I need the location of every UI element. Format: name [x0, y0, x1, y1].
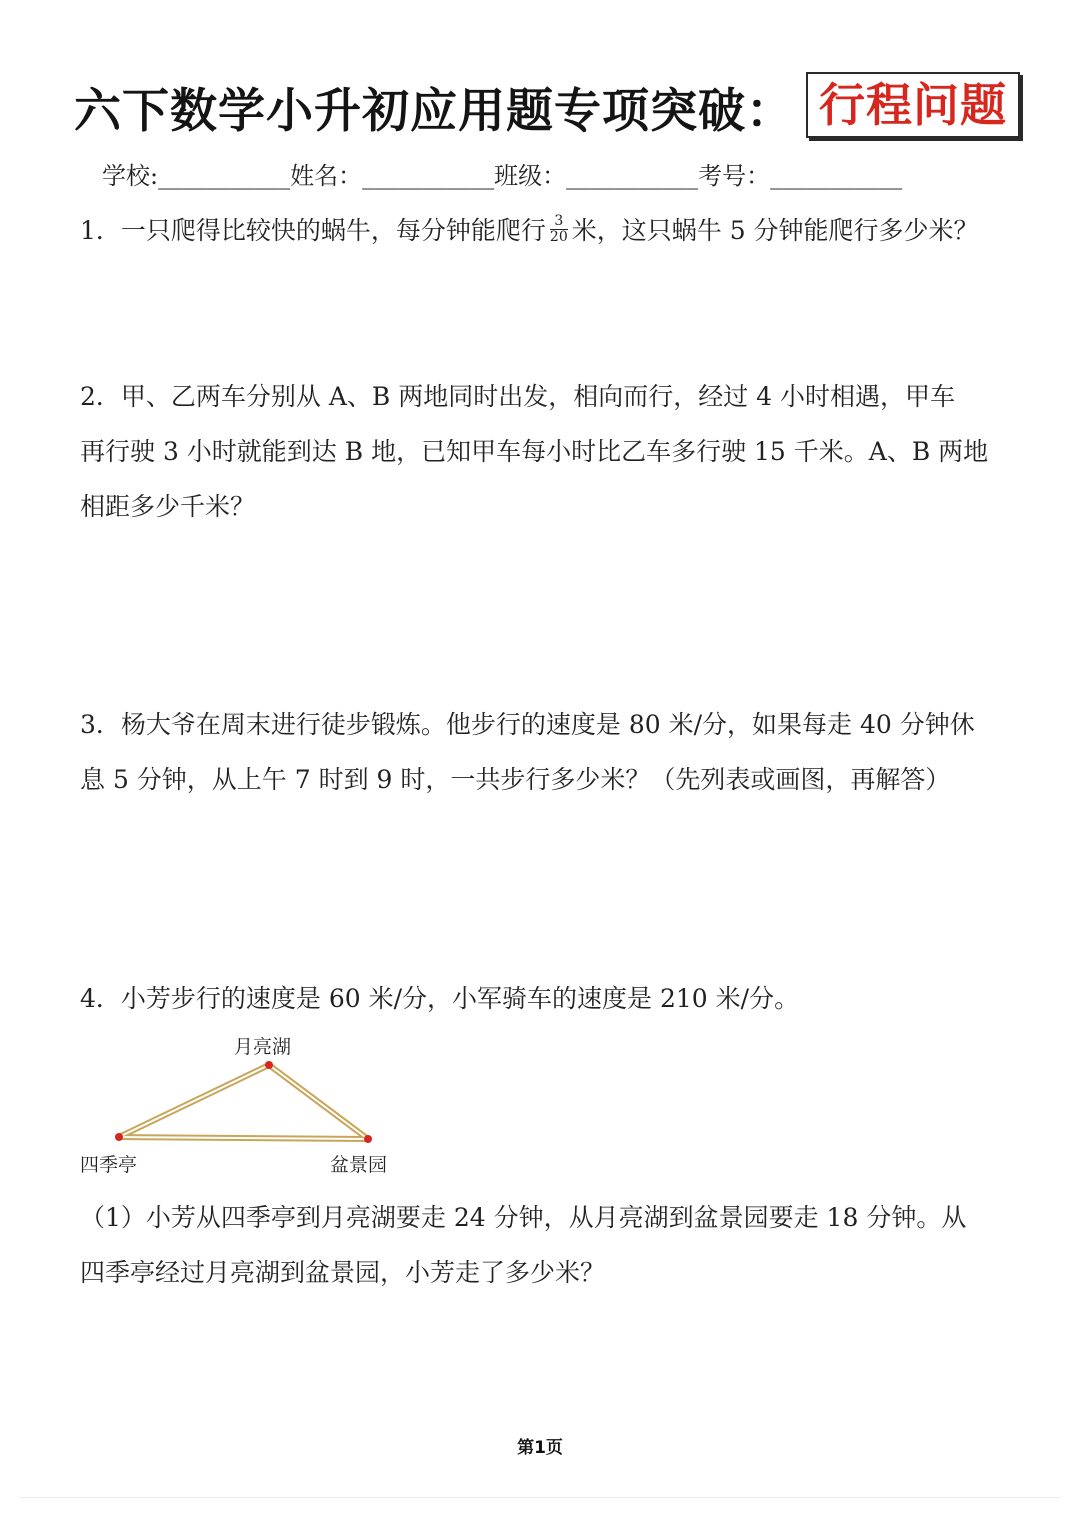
- question-4-1-line-1: （1）小芳从四季亭到月亮湖要走 24 分钟，从月亮湖到盆景园要走 18 分钟。从: [80, 1203, 967, 1232]
- route-left-top-inner: [119, 1065, 269, 1137]
- point-siji-pavilion: [115, 1133, 123, 1141]
- fraction-denominator: 20: [549, 229, 568, 245]
- label-siji-pavilion: 四季亭: [80, 1154, 138, 1176]
- topic-tag: 行程问题: [819, 78, 1007, 132]
- label-penjing-garden: 盆景园: [330, 1154, 388, 1176]
- question-4-1-line-2: 四季亭经过月亮湖到盆景园，小芳走了多少米？: [80, 1258, 606, 1287]
- topic-tag-box: [806, 72, 1020, 138]
- route-diagram: [74, 1030, 434, 1180]
- name-field: 姓名：___________: [290, 162, 495, 190]
- question-4: [80, 971, 1010, 1026]
- question-3-line-1: 3．杨大爷在周末进行徒步锻炼。他步行的速度是 80 米/分，如果每走 40 分钟休: [80, 710, 975, 739]
- route-top-right-inner: [269, 1065, 368, 1139]
- question-2-line-3: 相距多少千米？: [80, 492, 256, 521]
- question-4-line-1: 4．小芳步行的速度是 60 米/分，小军骑车的速度是 210 米/分。: [80, 984, 800, 1013]
- student-info-row: [102, 156, 902, 191]
- label-yueliang-lake: 月亮湖: [234, 1036, 292, 1058]
- question-1-text-before: 1．一只爬得比较快的蜗牛，每分钟能爬行: [80, 216, 546, 245]
- question-1: [80, 203, 1010, 258]
- question-3: [80, 697, 1010, 807]
- page-number: 第1页: [517, 1438, 563, 1458]
- question-4-1: [80, 1190, 1010, 1300]
- point-yueliang-lake: [265, 1061, 273, 1069]
- page-title: 六下数学小升初应用题专项突破：: [74, 84, 794, 139]
- question-1-text-after: 米，这只蜗牛 5 分钟能爬行多少米？: [571, 216, 979, 245]
- bottom-divider: [20, 1497, 1060, 1498]
- route-lines: [119, 1065, 368, 1139]
- question-2-line-1: 2．甲、乙两车分别从 A、B 两地同时出发，相向而行，经过 4 小时相遇，甲车: [80, 382, 956, 411]
- question-3-line-2: 息 5 分钟，从上午 7 时到 9 时，一共步行多少米？（先列表或画图，再解答）: [80, 765, 951, 794]
- exam-number-field: 考号：___________: [698, 162, 903, 190]
- fraction: [550, 214, 568, 245]
- fraction-numerator: 3: [550, 214, 568, 230]
- school-field: 学校:___________: [102, 162, 291, 190]
- class-field: 班级：___________: [494, 162, 699, 190]
- point-penjing-garden: [364, 1135, 372, 1143]
- question-2-line-2: 再行驶 3 小时就能到达 B 地，已知甲车每小时比乙车多行驶 15 千米。A、B 两地: [80, 437, 989, 466]
- title-row: [74, 66, 1034, 146]
- question-2: [80, 369, 1010, 534]
